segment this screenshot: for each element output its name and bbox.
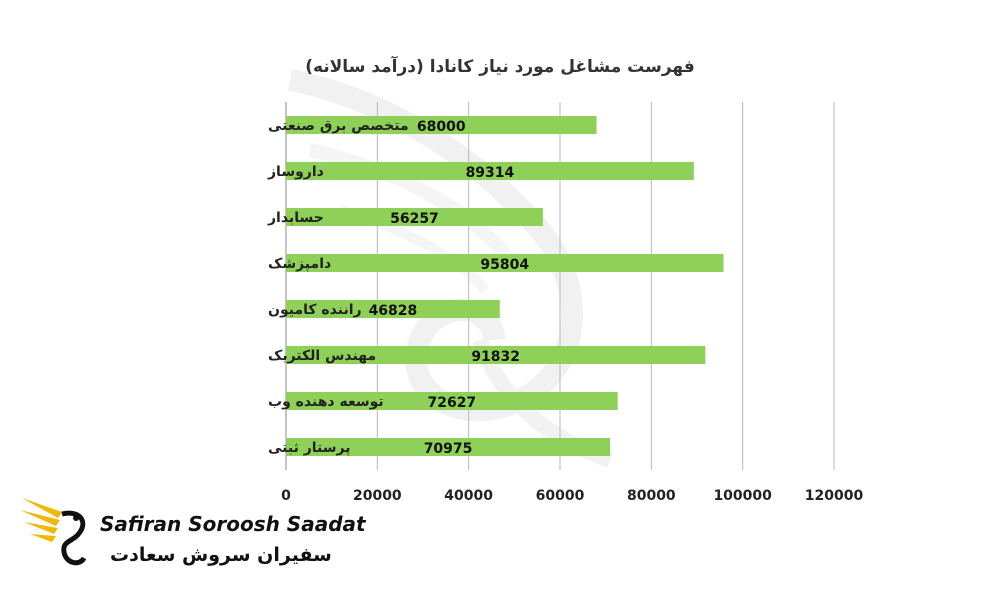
data-label: 70975: [423, 441, 473, 457]
category-label: پرستار ثبتی: [268, 440, 351, 456]
x-tick-label: 20000: [352, 488, 402, 504]
phoenix-icon: [18, 492, 98, 582]
chart-title: فهرست مشاغل مورد نیاز کانادا (درآمد سالانه): [305, 57, 695, 77]
category-label: دامپزشک: [268, 256, 332, 272]
x-tick-label: 100000: [713, 488, 772, 504]
brand-logo: [18, 492, 366, 582]
data-label: 72627: [427, 395, 477, 411]
x-tick-label: 120000: [804, 488, 864, 504]
data-label: 95804: [480, 257, 530, 273]
x-tick-labels: [281, 488, 863, 504]
data-label: 68000: [416, 119, 466, 135]
x-tick-label: 60000: [535, 488, 585, 504]
x-tick-label: 80000: [626, 488, 676, 504]
category-label: مهندس الکتریک: [268, 348, 377, 364]
x-tick-label: 0: [281, 488, 291, 504]
data-label: 89314: [465, 165, 515, 181]
category-label: حسابدار: [268, 210, 324, 226]
data-label: 46828: [368, 303, 418, 319]
x-tick-label: 40000: [444, 488, 494, 504]
gridlines: [286, 102, 834, 470]
category-label: داروساز: [268, 164, 324, 180]
category-label: راننده کامیون: [268, 302, 362, 318]
category-label: متخصص برق صنعتی: [268, 118, 409, 134]
data-label: 91832: [471, 349, 521, 365]
brand-name-persian: سفیران سروش سعادت: [110, 544, 332, 566]
brand-name-latin: Safiran Soroosh Saadat: [100, 512, 366, 536]
category-label: توسعه دهنده وب: [268, 394, 384, 410]
data-label: 56257: [390, 211, 439, 227]
